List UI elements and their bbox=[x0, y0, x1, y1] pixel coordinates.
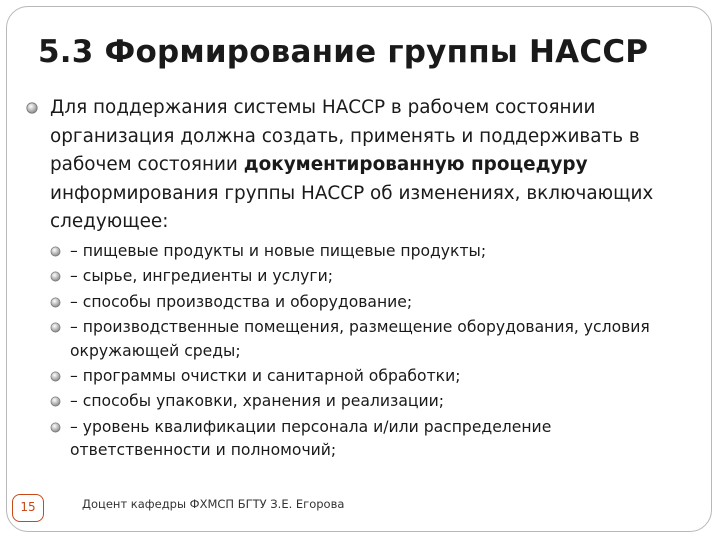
circle-bullet-icon bbox=[50, 297, 61, 308]
circle-bullet-icon bbox=[50, 246, 61, 257]
list-item-text: – программы очистки и санитарной обработки; bbox=[70, 366, 461, 385]
list-item bbox=[50, 265, 690, 289]
list-item bbox=[50, 390, 690, 414]
circle-bullet-icon bbox=[50, 371, 61, 382]
circle-bullet-icon bbox=[26, 102, 38, 114]
main-text bbox=[50, 94, 696, 237]
list-item-text: – уровень квалификации персонала и/или распределение ответственности и полномочий; bbox=[70, 417, 552, 460]
list-item bbox=[50, 316, 690, 364]
slide-title: 5.3 Формирование группы НАССР bbox=[38, 34, 649, 70]
list-item bbox=[50, 291, 690, 315]
list-item bbox=[50, 365, 690, 389]
sub-list bbox=[50, 240, 690, 465]
list-item bbox=[50, 416, 690, 464]
main-paragraph bbox=[26, 94, 696, 237]
page-number: 15 bbox=[12, 494, 44, 522]
list-item-text: – способы производства и оборудование; bbox=[70, 292, 413, 311]
intro-text: Для поддержания системы НАССР в рабочем состоянии организация должна создать, применять и поддерживать в рабочем состоянии bbox=[50, 97, 640, 176]
circle-bullet-icon bbox=[50, 322, 61, 333]
circle-bullet-icon bbox=[50, 396, 61, 407]
circle-bullet-icon bbox=[50, 271, 61, 282]
list-item-text: – сырье, ингредиенты и услуги; bbox=[70, 267, 333, 286]
footer-author: Доцент кафедры ФХМСП БГТУ З.Е. Егорова bbox=[82, 497, 345, 511]
list-item-text: – способы упаковки, хранения и реализации; bbox=[70, 392, 445, 411]
list-item-text: – пищевые продукты и новые пищевые продукты; bbox=[70, 242, 487, 260]
intro-text-end: информирования группы НАССР об изменениях, включающих следующее: bbox=[50, 182, 654, 233]
circle-bullet-icon bbox=[50, 422, 61, 433]
list-item bbox=[50, 240, 690, 264]
intro-bold-text: документированную процедуру bbox=[243, 154, 588, 176]
list-item-text: – производственные помещения, размещение оборудования, условия окружающей среды; bbox=[70, 317, 650, 360]
